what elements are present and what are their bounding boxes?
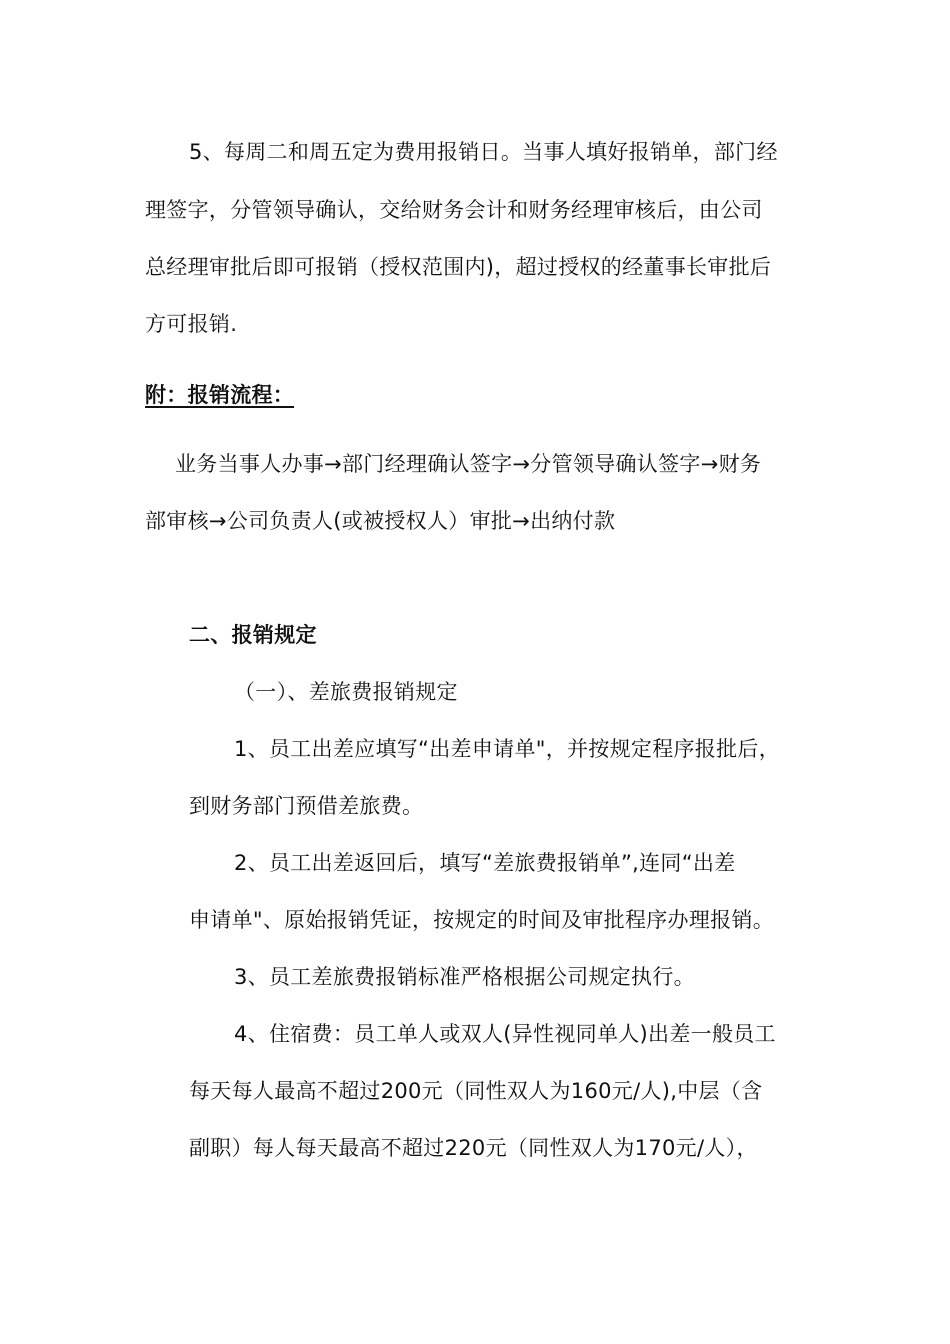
subsection1-heading: （一）、差旅费报销规定 (234, 680, 458, 704)
item1-line2: 到财务部门预借差旅费。 (189, 794, 424, 818)
para5-line2: 理签字，分管领导确认，交给财务会计和财务经理审核后，由公司 (145, 198, 763, 222)
item2-line2: 申请单"、原始报销凭证，按规定的时间及审批程序办理报销。 (189, 908, 775, 932)
item4-line2: 每天每人最高不超过200元（同性双人为160元/人),中层（含 (189, 1079, 763, 1103)
item4-line1: 4、住宿费：员工单人或双人(异性视同单人)出差一般员工 (234, 1022, 776, 1046)
para5-line1: 5、每周二和周五定为费用报销日。当事人填好报销单，部门经 (189, 140, 778, 164)
item4-line3: 副职）每人每天最高不超过220元（同性双人为170元/人）， (189, 1136, 758, 1160)
section2-heading: 二、报销规定 (189, 623, 317, 647)
flow-line1: 业务当事人办事→部门经理确认签字→分管领导确认签字→财务 (175, 452, 762, 476)
item2-line1: 2、员工出差返回后，填写“差旅费报销单”,连同“出差 (234, 851, 736, 875)
para5-line3: 总经理审批后即可报销（授权范围内)，超过授权的经董事长审批后 (145, 255, 772, 279)
item1-line1: 1、员工出差应填写“出差申请单"，并按规定程序报批后， (234, 737, 780, 761)
para5-line4: 方可报销. (145, 312, 238, 336)
flow-line2: 部审核→公司负责人(或被授权人）审批→出纳付款 (145, 509, 616, 533)
appendix-heading: 附：报销流程： (145, 383, 295, 407)
item3-line1: 3、员工差旅费报销标准严格根据公司规定执行。 (234, 965, 695, 989)
